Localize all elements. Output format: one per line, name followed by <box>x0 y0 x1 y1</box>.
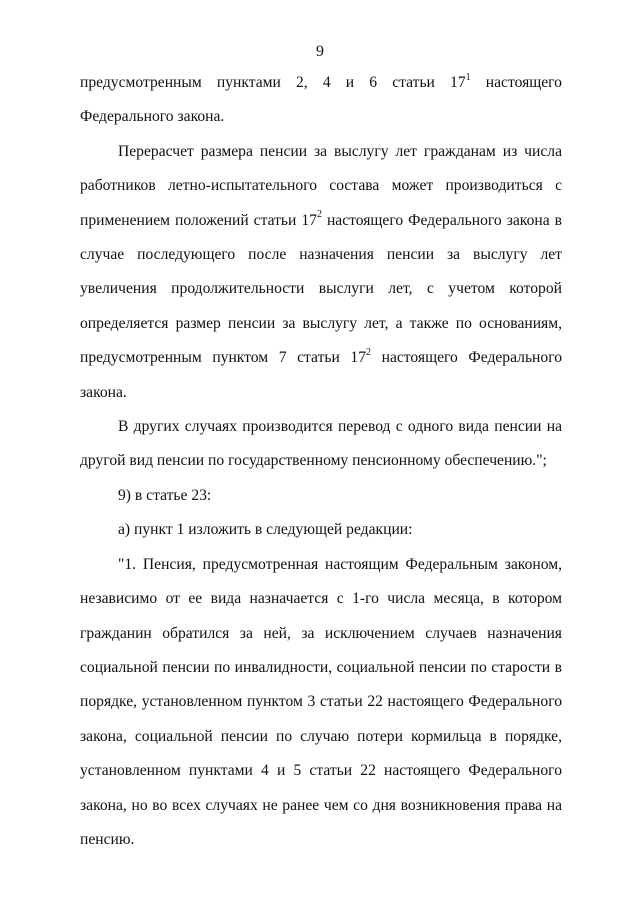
paragraph-text: 9) в статье 23: <box>118 486 212 504</box>
paragraph-text: "1. Пенсия, предусмотренная настоящим Федеральным законом, независимо от ее вида назначается с 1-го числа месяца, в котором гражданин обратился за ней, за исключением случаев назначения социальной пенсии по инвалидности, социальной пенсии по старости в порядке, установленном пунктом 3 статьи 22 настоящего Федерального закона, социальной пенсии по случаю потери кормильца в порядке, установленном пунктами 4 и 5 статьи 22 настоящего Федерального закона, но во всех случаях не ранее чем со дня возникновения права на пенсию. <box>80 555 562 848</box>
paragraph-text: Перерасчет размера пенсии за выслугу лет гражданам из числа работников летно-испытательного состава может производиться с применением положений статьи 17 <box>80 142 562 229</box>
document-body <box>80 66 562 857</box>
paragraph-text: настоящего Федерального закона. <box>80 349 562 401</box>
paragraph-6 <box>80 548 562 858</box>
paragraph-text: В других случаях производится перевод с одного вида пенсии на другой вид пенсии по государственному пенсионному обеспечению."; <box>80 418 562 470</box>
paragraph-3 <box>80 410 562 479</box>
paragraph-text: настоящего Федерального закона. <box>80 74 562 126</box>
paragraph-text: а) пункт 1 изложить в следующей редакции: <box>118 521 413 539</box>
paragraph-2 <box>80 135 562 410</box>
superscript: 1 <box>465 71 471 83</box>
paragraph-1 <box>80 66 562 135</box>
superscript: 2 <box>366 347 372 359</box>
paragraph-text: предусмотренным пунктами 2, 4 и 6 статьи 17 <box>80 74 466 91</box>
paragraph-text: настоящего Федерального закона в случае последующего после назначения пенсии за выслугу лет увеличения продолжительности выслуги лет, с учетом которой определяется размер пенсии за выслугу лет, а также по основаниям, предусмотренным пунктом 7 статьи 17 <box>80 211 562 367</box>
page-number: 9 <box>316 43 324 60</box>
paragraph-4 <box>80 479 562 513</box>
superscript: 2 <box>316 209 322 221</box>
paragraph-5 <box>80 513 562 547</box>
